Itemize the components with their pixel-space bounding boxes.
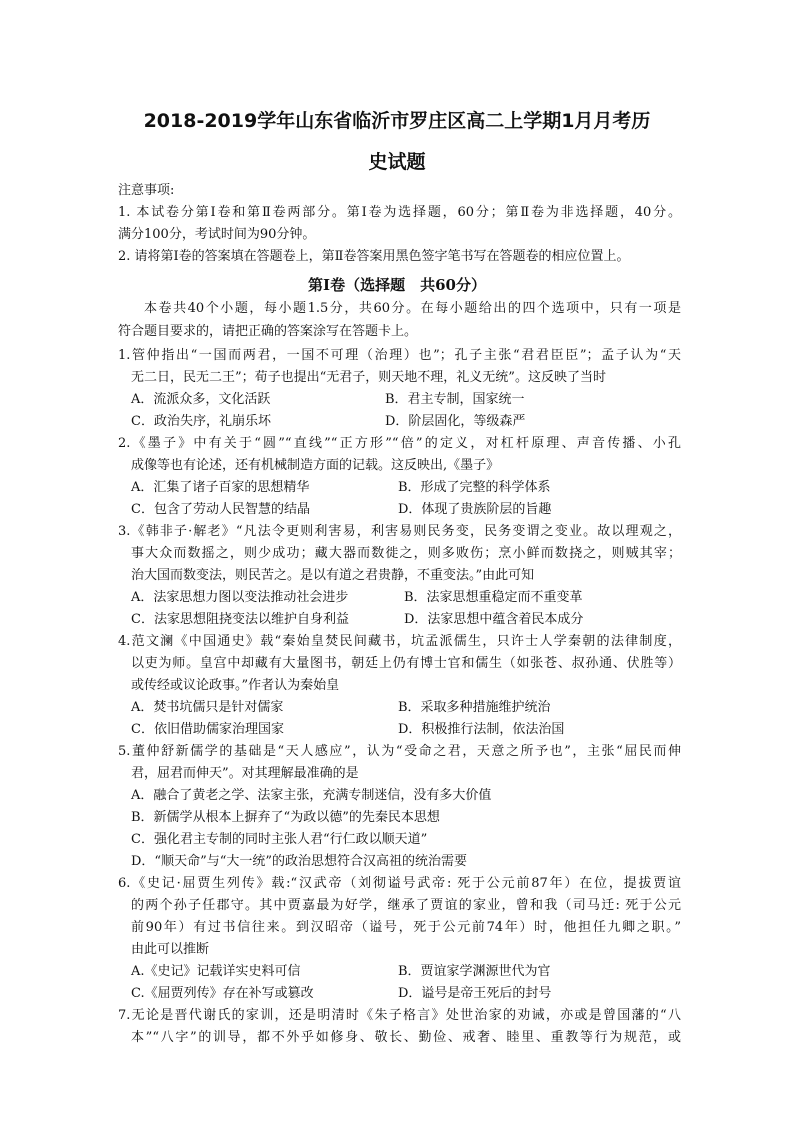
question-6-option-b: B．贾谊家学渊源世代为官 (398, 964, 551, 979)
question-6-stem-2: 的两个孙子任郡守。其中贾嘉最为好学，继承了贾谊的家业，曾和我（司马迁: 死于公元 (131, 898, 681, 913)
question-5-option-d: D．“顺天命”与“大一统”的政治思想符合汉高祖的统治需要 (131, 854, 468, 869)
question-1-option-a: A．流派众多，文化活跃 (131, 392, 271, 407)
question-4-option-a: A．焚书坑儒只是针对儒家 (131, 700, 284, 715)
instructions-line-2: 符合题目要求的，请把正确的答案涂写在答题卡上。 (118, 324, 418, 339)
question-2-stem-2: 成像等也有论述，还有机械制造方面的记载。这反映出,《墨子》 (131, 458, 500, 473)
question-6-option-d: D．谥号是帝王死后的封号 (398, 986, 552, 1001)
notice-line-1: 1. 本试卷分第Ⅰ卷和第Ⅱ卷两部分。第Ⅰ卷为选择题，60分；第Ⅱ卷为非选择题，40分。 (118, 205, 681, 220)
question-6-option-a: A.《史记》记载详实史料可信 (131, 964, 301, 979)
notice-heading: 注意事项: (118, 183, 175, 198)
question-4-stem-3: 或传经或议论政事。”作者认为秦始皇 (131, 678, 340, 693)
question-1-option-c: C．政治失序，礼崩乐坏 (131, 414, 271, 429)
question-6-stem-3: 前90年）有过书信往来。到汉昭帝（谥号，死于公元前74年）时，他担任九卿之职。” (131, 920, 681, 935)
question-7-stem-1: 7.无论是晋代谢氏的家训，还是明清时《朱子格言》处世治家的劝诫，亦或是曾国藩的“八 (118, 1008, 681, 1023)
question-2-option-b: B．形成了完整的科学体系 (398, 480, 551, 495)
question-3-option-c: C．法家思想阻挠变法以维护自身利益 (131, 612, 349, 627)
exam-title-line-1: 2018-2019学年山东省临沂市罗庄区高二上学期1月月考历 (143, 110, 651, 132)
question-2-option-c: C．包含了劳动人民智慧的结晶 (131, 502, 310, 517)
exam-title-line-2: 史试题 (368, 151, 426, 173)
question-1-stem-1: 1.管仲指出“一国而两君，一国不可理（治理）也”；孔子主张“君君臣臣”；孟子认为“天 (118, 348, 681, 363)
question-3-option-d: D．法家思想中蕴含着民本成分 (404, 612, 584, 627)
question-6-option-c: C.《屈贾列传》存在补写或篡改 (131, 986, 314, 1001)
question-2-option-d: D．体现了贵族阶层的旨趣 (398, 502, 552, 517)
question-2-stem-1: 2.《墨子》中有关于“圆”“直线”“正方形”“倍”的定义，对杠杆原理、声音传播、小孔 (118, 436, 681, 451)
question-4-stem-2: 以吏为师。皇宫中却藏有大量图书，朝廷上仍有博士官和儒生（如张苍、叔孙通、伏胜等） (131, 656, 681, 671)
question-4-option-b: B．采取多种措施维护统治 (398, 700, 551, 715)
question-3-option-b: B．法家思想重稳定而不重变革 (404, 590, 583, 605)
question-3-stem-1: 3.《韩非子·解老》“凡法令更则利害易，利害易则民务变，民务变谓之变业。故以理观之， (118, 524, 681, 539)
question-3-stem-2: 事大众而数摇之，则少成功；藏大器而数徙之，则多败伤；烹小鲜而数挠之，则贼其宰； (131, 546, 681, 561)
question-6-stem-4: 由此可以推断 (131, 942, 210, 957)
question-5-option-a: A．融合了黄老之学、法家主张，充满专制迷信，没有多大价值 (131, 788, 492, 803)
question-7-stem-2: 本”“八字”的训导，都不外乎如修身、敬长、勤俭、戒奢、睦里、重教等行为规范，或 (131, 1030, 681, 1045)
question-4-option-c: C．依旧借助儒家治理国家 (131, 722, 284, 737)
question-6-stem-1: 6.《史记·屈贾生列传》载:“汉武帝（刘彻谥号武帝: 死于公元前87年）在位，提拔贾谊 (118, 876, 681, 891)
question-5-stem-1: 5.董仲舒新儒学的基础是“天人感应”，认为“受命之君，天意之所予也”，主张“屈民而伸 (118, 744, 681, 759)
section-title: 第Ⅰ卷（选择题 共60分） (308, 276, 486, 294)
question-3-stem-3: 治大国而数变法，则民苦之。是以有道之君贵静，不重变法。”由此可知 (131, 568, 535, 583)
question-4-option-d: D．积极推行法制，依法治国 (398, 722, 565, 737)
instructions-line-1: 本卷共40个小题，每小题1.5分，共60分。在每小题给出的四个选项中，只有一项是 (144, 301, 681, 316)
question-1-option-d: D．阶层固化，等级森严 (385, 414, 526, 429)
question-5-option-b: B．新儒学从根本上摒弃了“为政以德”的先秦民本思想 (131, 810, 440, 825)
question-5-stem-2: 君，屈君而伸天”。对其理解最准确的是 (131, 766, 359, 781)
question-4-stem-1: 4.范文澜《中国通史》载“秦始皇焚民间藏书，坑孟派儒生，只许士人学秦朝的法律制度， (118, 634, 681, 649)
notice-line-2: 满分100分，考试时间为90分钟。 (118, 227, 316, 242)
question-1-stem-2: 无二日，民无二王”；荀子也提出“无君子，则天地不理，礼义无统”。这反映了当时 (131, 370, 606, 385)
notice-line-3: 2. 请将第Ⅰ卷的答案填在答题卷上，第Ⅱ卷答案用黑色签字笔书写在答题卷的相应位置上。 (118, 249, 630, 264)
question-2-option-a: A．汇集了诸子百家的思想精华 (131, 480, 310, 495)
question-5-option-c: C．强化君主专制的同时主张人君“行仁政以顺天道” (131, 832, 428, 847)
question-3-option-a: A．法家思想力图以变法推动社会进步 (131, 590, 349, 605)
question-1-option-b: B．君主专制，国家统一 (385, 392, 525, 407)
